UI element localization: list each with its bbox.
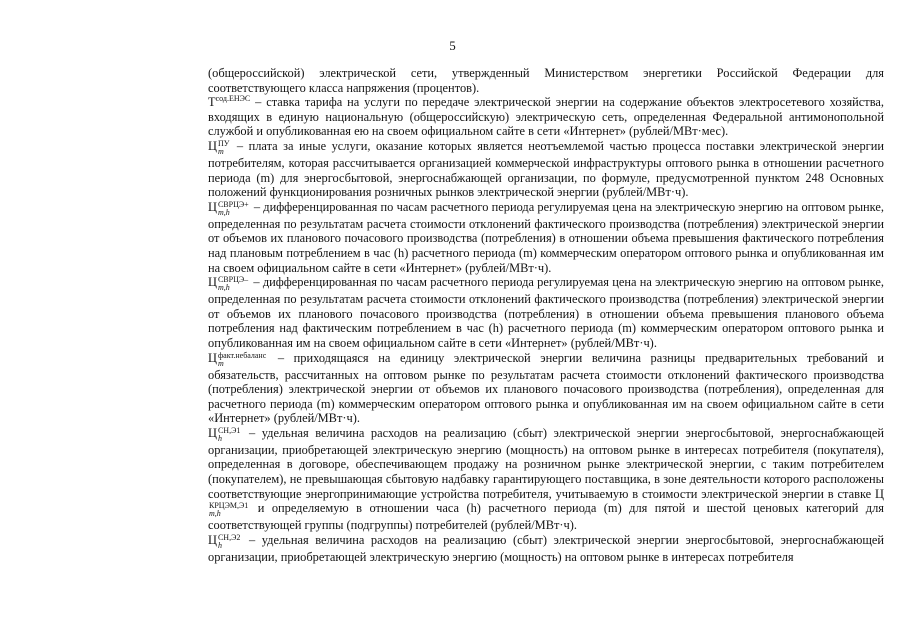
formula-index-stack — [218, 201, 249, 217]
formula-subscript: m,h — [217, 283, 230, 293]
formula-subscript: m — [217, 146, 224, 156]
formula-index-stack — [218, 427, 240, 443]
formula-subscript: m — [217, 358, 224, 368]
paragraph-text: (общероссийской) электрической сети, утвержденный Министерством энергетики Российской Федерации для соответствующего класса напряжения (процентов). — [208, 66, 884, 95]
formula-symbol: Ц — [208, 199, 217, 214]
definition-text-continued: и определяемую в отношении часа (h) расчетного периода (m) для пятой и шестой ценовых категорий для соответствующей группы (подгруппы) потребителей (рублей/МВт·ч). — [208, 501, 884, 533]
formula-index-stack — [218, 276, 248, 292]
definition-c-fakt-nebalans — [208, 351, 884, 426]
definition-text: – дифференцированная по часам расчетного периода регулируемая цена на электрическую энергию на оптовом рынке, определенная по результатам расчета стоимости отклонений фактического производства (потребления) электрической энергии от объемов их планового почасового производства (потребления) в отношении объема превышения планового объема потребления над фактическим потреблением в час (h) расчетного периода (m) коммерческим оператором оптового рынка и опубликованная им на своем официальном сайте в сети «Интернет» (рублей/МВт·ч). — [208, 275, 884, 350]
definition-c-sn-e2 — [208, 533, 884, 565]
inline-formula-subscript: m,h — [209, 509, 221, 519]
definition-text: – ставка тарифа на услуги по передаче электрической энергии на содержание объектов электросетевого хозяйства, входящих в единую национальную (общероссийскую) электрическую сеть, определенная Федеральной антимонопольной службой и опубликованная ею на своем официальном сайте в сети «Интернет» (рублей/МВт·мес). — [208, 95, 884, 139]
formula-superscript: сод.ЕНЭС — [215, 94, 251, 104]
formula-index-stack — [218, 534, 240, 550]
inline-formula-superscript: КРЦЭМ,Э1 — [209, 501, 249, 511]
formula-superscript: СН,Э2 — [217, 532, 241, 542]
formula-symbol: Ц — [208, 350, 217, 365]
document-body — [208, 66, 884, 564]
definition-t-sod-enes — [208, 95, 884, 139]
formula-symbol: Ц — [208, 425, 217, 440]
inline-formula-index-stack — [209, 502, 248, 518]
formula-superscript: СН,Э1 — [217, 425, 241, 435]
definition-c-sn-e1 — [208, 426, 884, 533]
definition-c-svrce-minus — [208, 275, 884, 350]
formula-symbol: Ц — [208, 275, 217, 290]
definition-c-svrce-plus — [208, 200, 884, 275]
formula-subscript: h — [217, 433, 222, 443]
definition-text: – удельная величина расходов на реализацию (сбыт) электрической энергии энергосбытовой, энергоснабжающей организации, приобретающей электрическую энергию (мощность) на оптовом рынке в интересах потребителя — [208, 532, 884, 564]
definition-text: – приходящаяся на единицу электрической энергии величина разницы предварительных требований и обязательств, рассчитанных на оптовом рынке по результатам расчета стоимости отклонений фактического производства (потребления) электрической энергии от объемов их планового почасового производства (потребления), определенная для расчетного периода (m) коммерческим оператором оптового рынка и опубликованная им на своем официальном сайте в сети «Интернет» (рублей/МВт·ч). — [208, 350, 884, 426]
formula-superscript: факт.небаланс — [217, 350, 267, 360]
formula-superscript: СВРЦЭ– — [217, 275, 249, 285]
formula-subscript: m,h — [217, 207, 230, 217]
paragraph-intro — [208, 66, 884, 95]
formula-subscript: h — [217, 540, 222, 550]
definition-text: – дифференцированная по часам расчетного периода регулируемая цена на электрическую энергию на оптовом рынке, определенная по результатам расчета стоимости отклонений фактического производства (потребления) электрической энергии от объемов их планового почасового производства (потребления) в отношении объема превышения фактического потребления над плановым потреблением в час (h) расчетного периода (m) коммерческим оператором оптового рынка и опубликованная им на своем официальном сайте в сети «Интернет» (рублей/МВт·ч). — [208, 199, 884, 275]
formula-superscript: СВРЦЭ+ — [217, 199, 249, 209]
inline-formula-symbol: Ц — [875, 486, 884, 501]
formula-symbol: Ц — [208, 532, 217, 547]
definition-c-pu — [208, 139, 884, 200]
formula-index-stack — [218, 352, 266, 368]
formula-symbol: T — [208, 95, 216, 110]
definition-text: – удельная величина расходов на реализацию (сбыт) электрической энергии энергосбытовой, энергоснабжающей организации, приобретающей электрическую энергию (мощность) на оптовом рынке в интересах потребителя (покупателя), определенная в договоре, обеспечивающем продажу на розничном рынке электрической энергии, с таким потребителем (покупателем), не превышающая сбытовую надбавку гарантирующего поставщика, в зоне деятельности которого расположены соответствующие энергопринимающие устройства потребителя, учитываемую в стоимости электрической энергии в ставке — [208, 425, 884, 501]
definition-text: – плата за иные услуги, оказание которых является неотъемлемой частью процесса поставки электрической энергии потребителям, которая рассчитывается организацией коммерческой инфраструктуры оптового рынка в отношении расчетного периода (m) для энергосбытовой, энергоснабжающей организации, по формуле, предусмотренной пунктом 248 Основных положений функционирования розничных рынков электрической энергии (рублей/МВт·ч). — [208, 138, 884, 200]
formula-index-stack — [218, 140, 229, 156]
formula-symbol: Ц — [208, 138, 217, 153]
formula-superscript: ПУ — [217, 138, 230, 148]
page-number: 5 — [449, 38, 456, 53]
